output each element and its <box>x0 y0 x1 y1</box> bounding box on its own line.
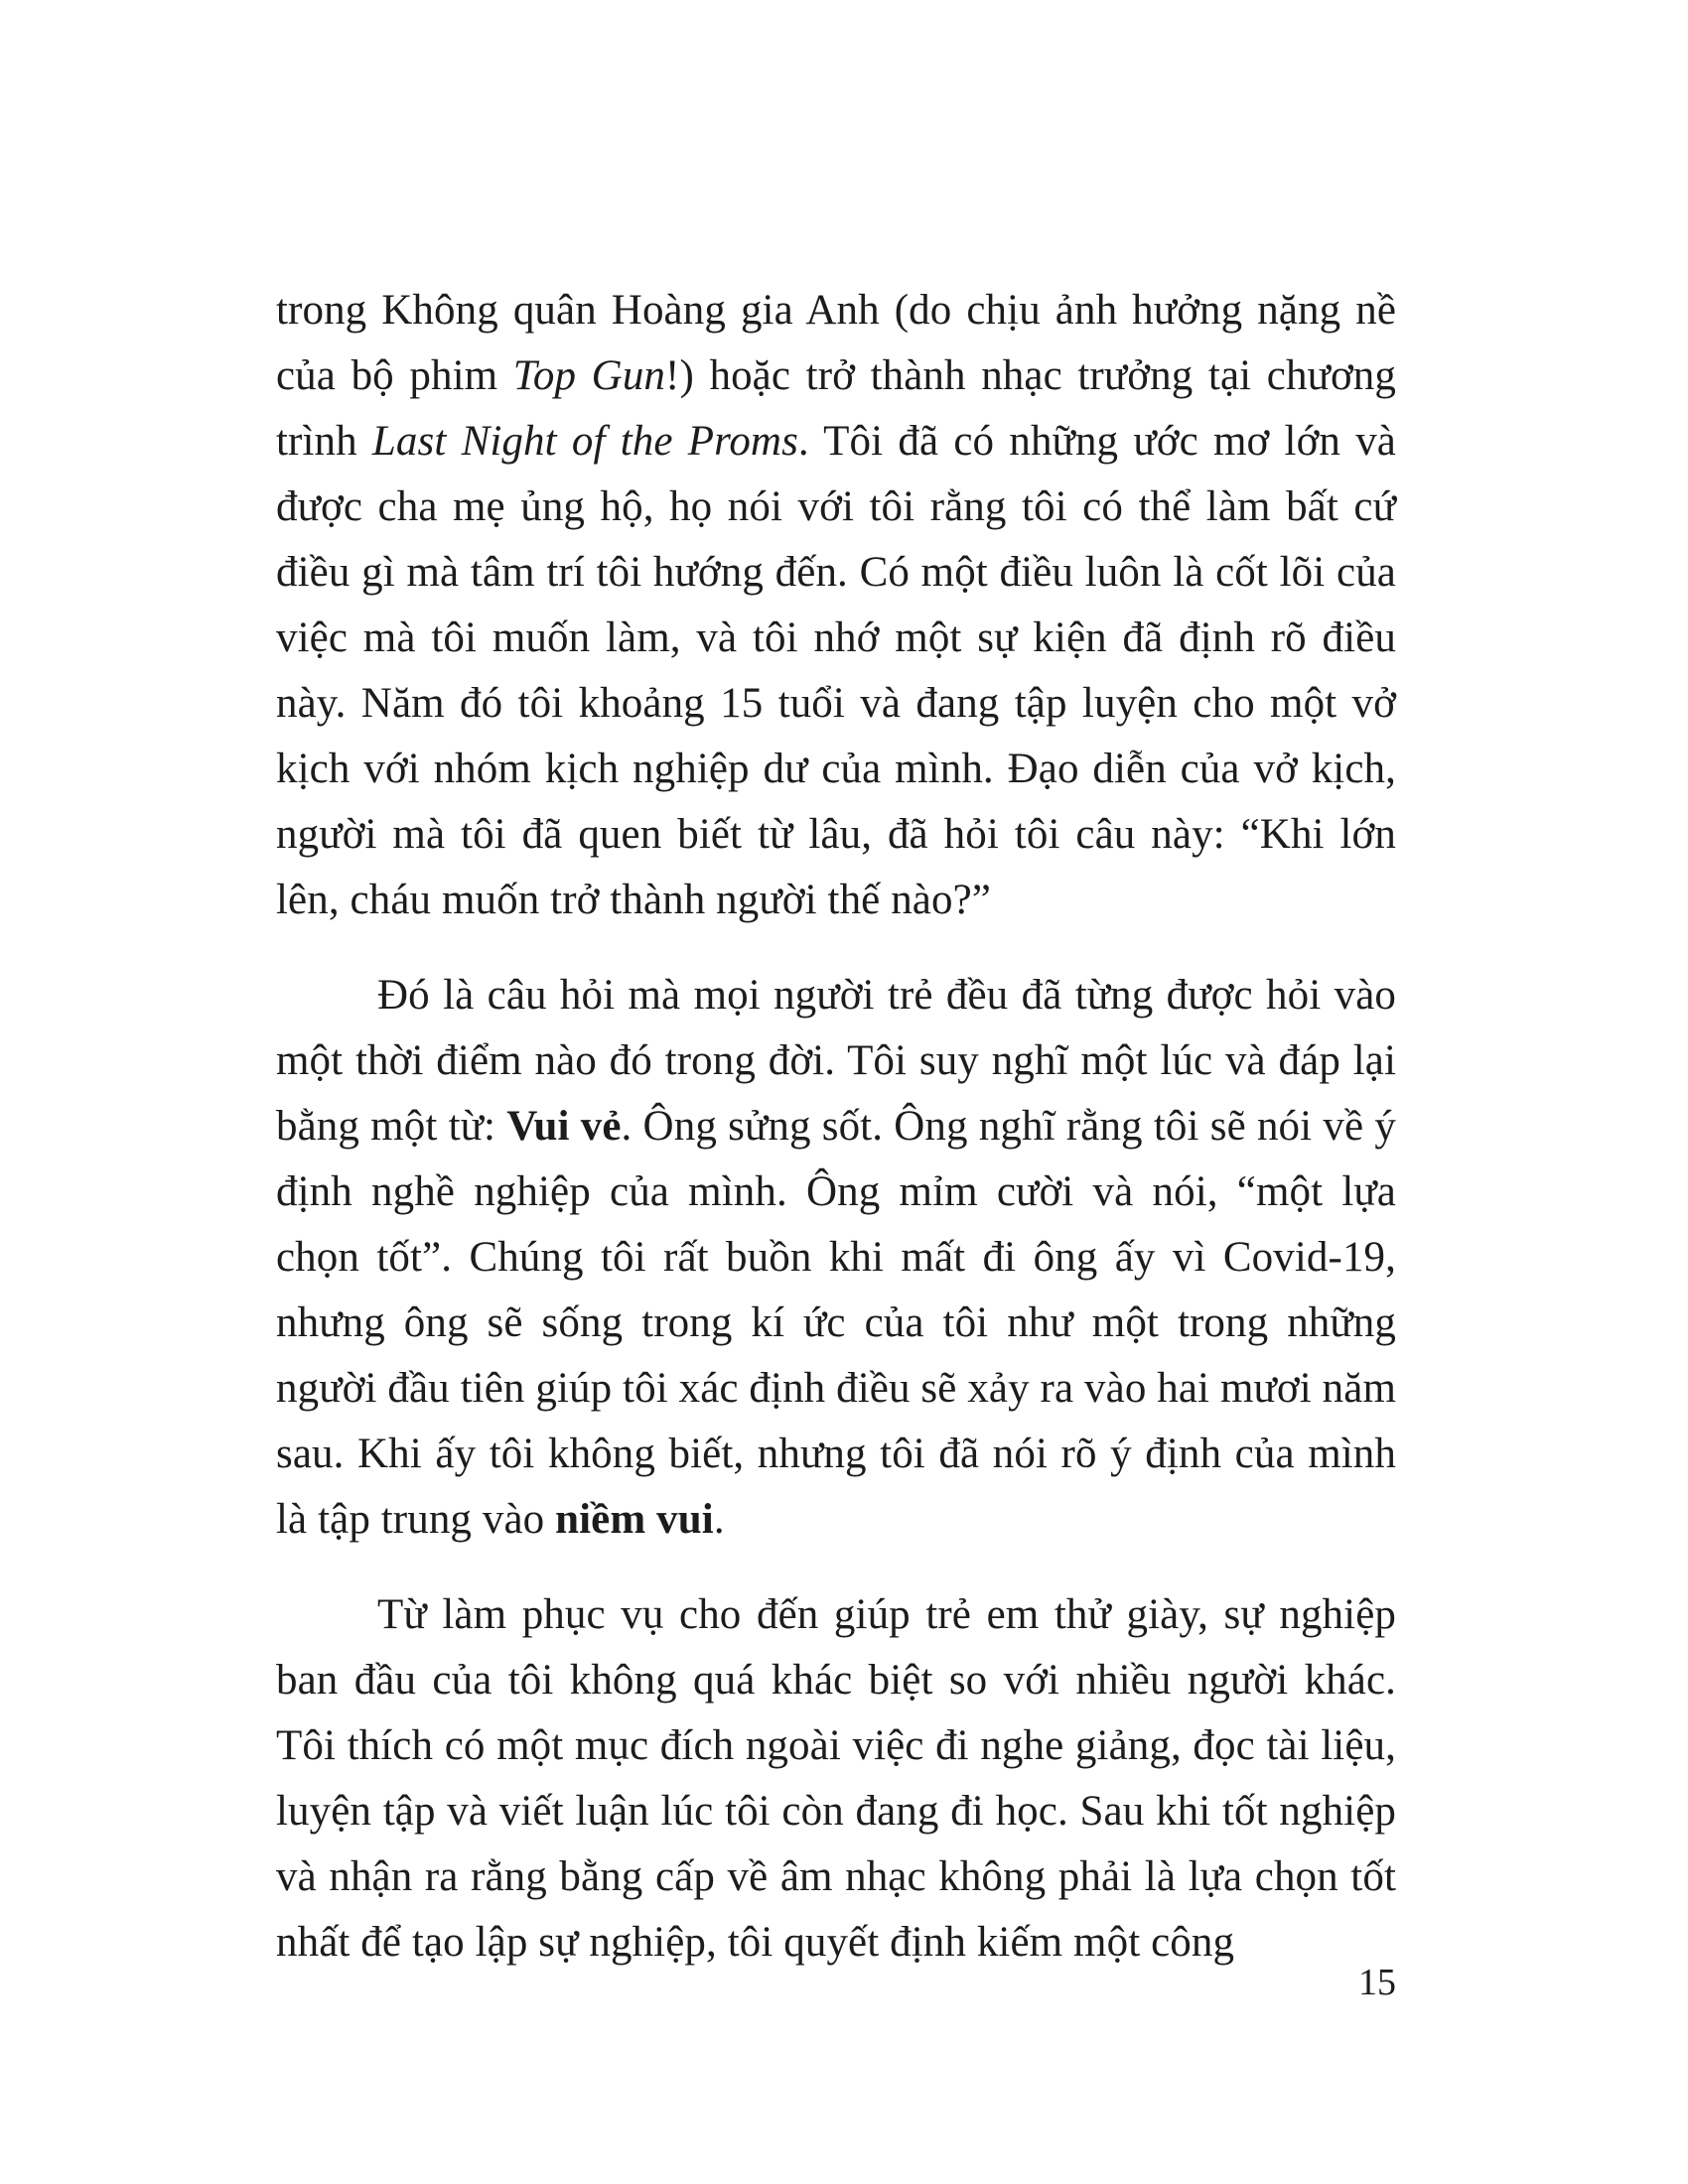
text-run: . Tôi đã có những ước mơ lớn và được cha mẹ ủng hộ, họ nói với tôi rằng tôi có thể làm bất cứ điều gì mà tâm trí tôi hướng đến. Có một điều luôn là cốt lõi của việc mà tôi muốn làm, và tôi nhớ một sự kiện đã định rõ điều này. Năm đó tôi khoảng 15 tuổi và đang tập luyện cho một vở kịch với nhóm kịch nghiệp dư của mình. Đạo diễn của vở kịch, người mà tôi đã quen biết từ lâu, đã hỏi tôi câu này: “Khi lớn lên, cháu muốn trở thành người thế nào?” <box>276 418 1396 923</box>
text-run: trong Không quân Hoàng gia Anh (do chịu ảnh hưởng nặng nề của bộ phim <box>276 287 1396 399</box>
text-run: Từ làm phục vụ cho đến giúp trẻ em thử giày, sự nghiệp ban đầu của tôi không quá khác biệt so với nhiều người khác. Tôi thích có một mục đích ngoài việc đi nghe giảng, đọc tài liệu, luyện tập và viết luận lúc tôi còn đang đi học. Sau khi tốt nghiệp và nhận ra rằng bằng cấp về âm nhạc không phải là lựa chọn tốt nhất để tạo lập sự nghiệp, tôi quyết định kiếm một công <box>276 1591 1396 1966</box>
text-run: . <box>713 1496 725 1543</box>
page-number: 15 <box>1358 1962 1396 2003</box>
body-text <box>276 278 1396 1976</box>
paragraph-1 <box>276 278 1396 933</box>
text-run-italic: Last Night of the Proms <box>371 418 798 465</box>
text-run-italic: Top Gun <box>512 352 666 399</box>
text-run-bold: Vui vẻ <box>506 1103 622 1150</box>
text-run-bold: niềm vui <box>555 1496 714 1543</box>
text-run: . Ông sửng sốt. Ông nghĩ rằng tôi sẽ nói về ý định nghề nghiệp của mình. Ông mỉm cười và nói, “một lựa chọn tốt”. Chúng tôi rất buồn khi mất đi ông ấy vì Covid-19, nhưng ông sẽ sống trong kí ức của tôi như một trong những người đầu tiên giúp tôi xác định điều sẽ xảy ra vào hai mươi năm sau. Khi ấy tôi không biết, nhưng tôi đã nói rõ ý định của mình là tập trung vào <box>276 1103 1396 1543</box>
text-run: Đó là câu hỏi mà mọi người trẻ đều đã từng được hỏi vào một thời điểm nào đó trong đời. Tôi suy nghĩ một lúc và đáp lại bằng một từ: <box>276 972 1396 1150</box>
paragraph-3 <box>276 1582 1396 1976</box>
text-run: !) hoặc trở thành nhạc trưởng tại chương trình <box>276 352 1397 465</box>
paragraph-2 <box>276 963 1396 1553</box>
